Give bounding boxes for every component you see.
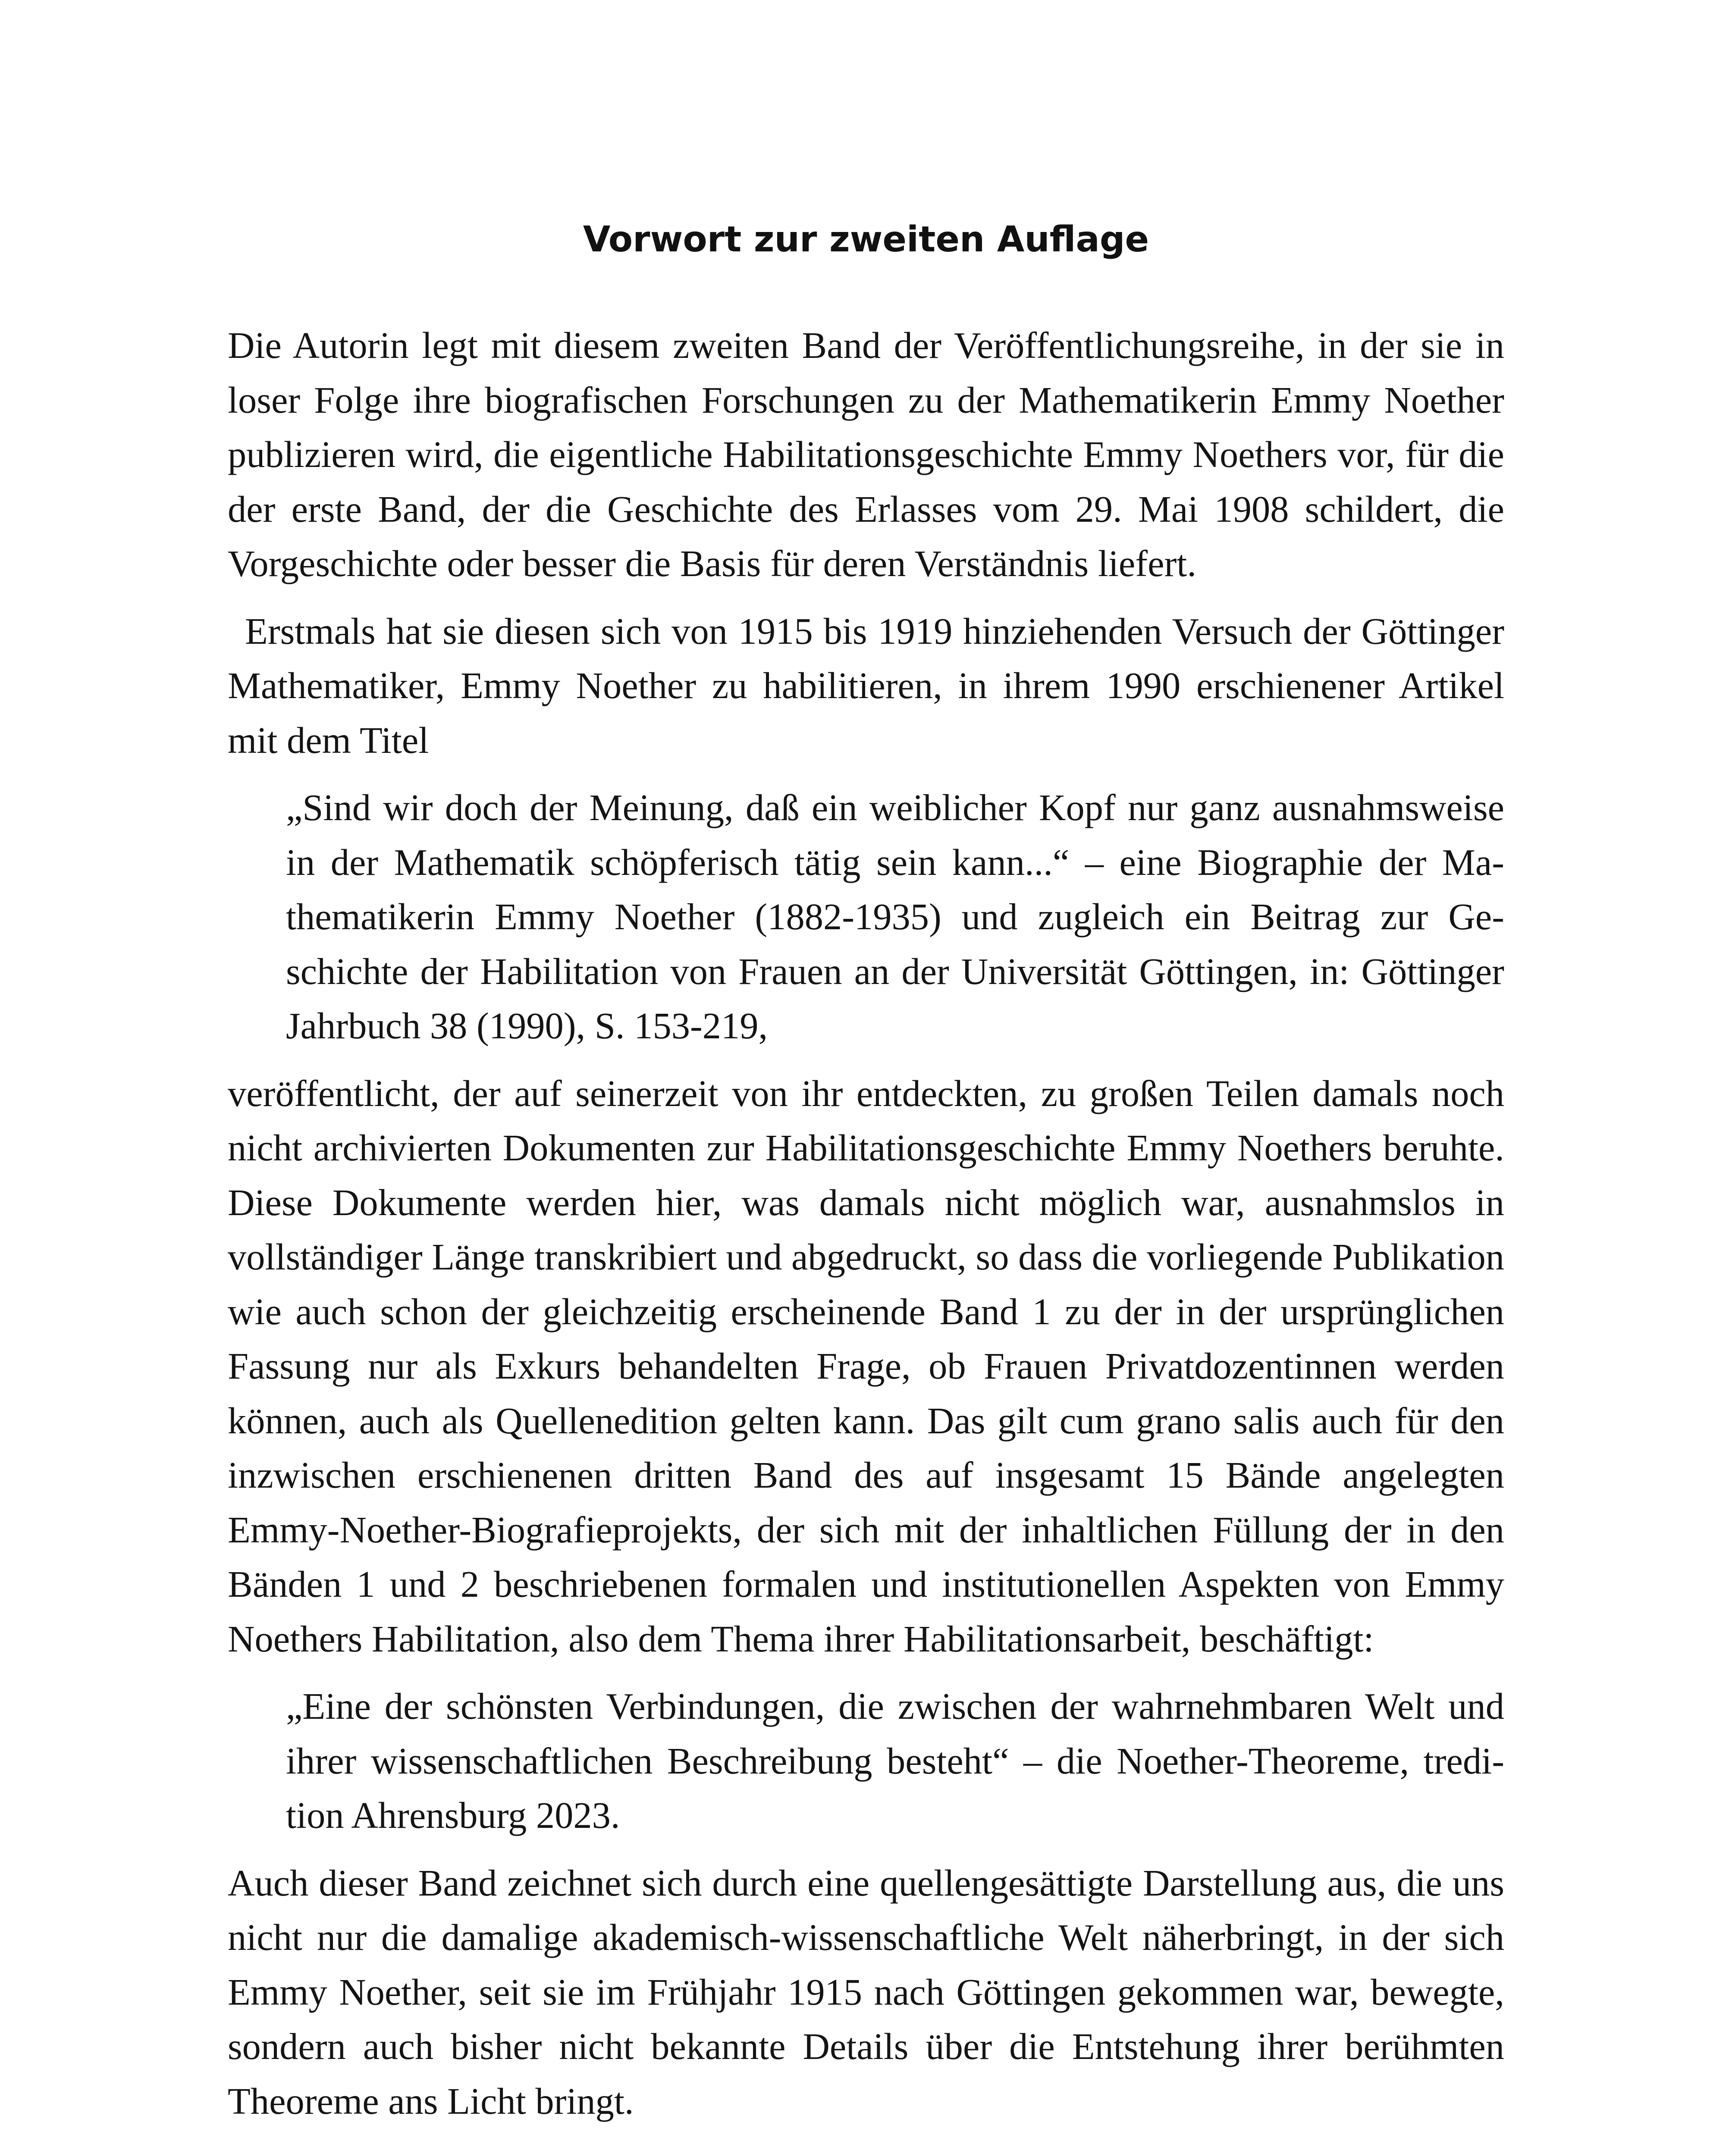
paragraph-documents: veröffentlicht, der auf seinerzeit von ihr entdeckten, zu großen Teilen damals noch nicht archivierten Dokumenten zur Habilitationsgeschichte Emmy Noethers beruhte. Diese Dokumente werden hier, was damals nicht möglich war, ausnahmslos in vollständiger Länge transkribiert und abgedruckt, so dass die vorliegende Publikation wie auch schon der gleichzeitig erscheinende Band 1 zu der in der ursprünglichen Fassung nur als Exkurs behandelten Frage, ob Frauen Privatdozentinnen werden können, auch als Quellenedition gelten kann. Das gilt cum grano salis auch für den inzwischen erschienenen dritten Band des auf insgesamt 15 Bände angelegten Emmy-Noether-Biografieprojekts, der sich mit der inhaltlichen Füllung der in den Bänden 1 und 2 beschriebenen formalen und institutionellen Aspekten von Emmy Noethers Habilitation, also dem Thema ihrer Habilitationsarbeit, beschäftigt:	[228, 1072, 1504, 1660]
block-quote-article-title: „Sind wir doch der Meinung, daß ein weiblicher Kopf nur ganz ausnahmsweise in der Mathematik schöpferisch tätig sein kann...“ – eine Biographie der Mathematikerin Emmy Noether (1882-1935) und zugleich ein Beitrag zur Geschichte der Habilitation von Frauen an der Universität Göttingen, in: Göttinger Jahrbuch 38 (1990), S. 153-219,	[286, 787, 1504, 1047]
paragraph-first-attempt: Erstmals hat sie diesen sich von 1915 bis 1919 hinziehenden Versuch der Göttinger Mathematiker, Emmy Noether zu habilitieren, in ihrem 1990 erschienener Artikel mit dem Titel	[228, 610, 1504, 761]
paragraph-closing: Auch dieser Band zeichnet sich durch eine quellengesättigte Darstellung aus, die uns nicht nur die damalige akademisch-wissenschaftliche Welt näherbringt, in der sich Emmy Noether, seit sie im Frühjahr 1915 nach Göttingen gekommen war, bewegte, sondern auch bisher nicht bekannte Details über die Entstehung ihrer berühmten Theoreme ans Licht bringt.	[228, 1862, 1504, 2122]
paragraph-intro: Die Autorin legt mit diesem zweiten Band der Veröffentlichungsreihe, in der sie in loser Folge ihre biografischen Forschungen zu der Mathematikerin Emmy Noether publizieren wird, die eigentliche Habilitationsgeschichte Emmy Noethers vor, für die der erste Band, der die Geschichte des Erlasses vom 29. Mai 1908 schildert, die Vorgeschichte oder besser die Basis für deren Verständnis liefert.	[228, 325, 1504, 584]
body-text	[228, 318, 1504, 2141]
page-title: Vorwort zur zweiten Auflage	[583, 219, 1149, 260]
block-quote-third-volume: „Eine der schönsten Verbindungen, die zwischen der wahrnehmbaren Welt und ihrer wissenschaftlichen Beschreibung besteht“ – die Noether-Theoreme, tredition Ahrensburg 2023.	[286, 1686, 1504, 1836]
